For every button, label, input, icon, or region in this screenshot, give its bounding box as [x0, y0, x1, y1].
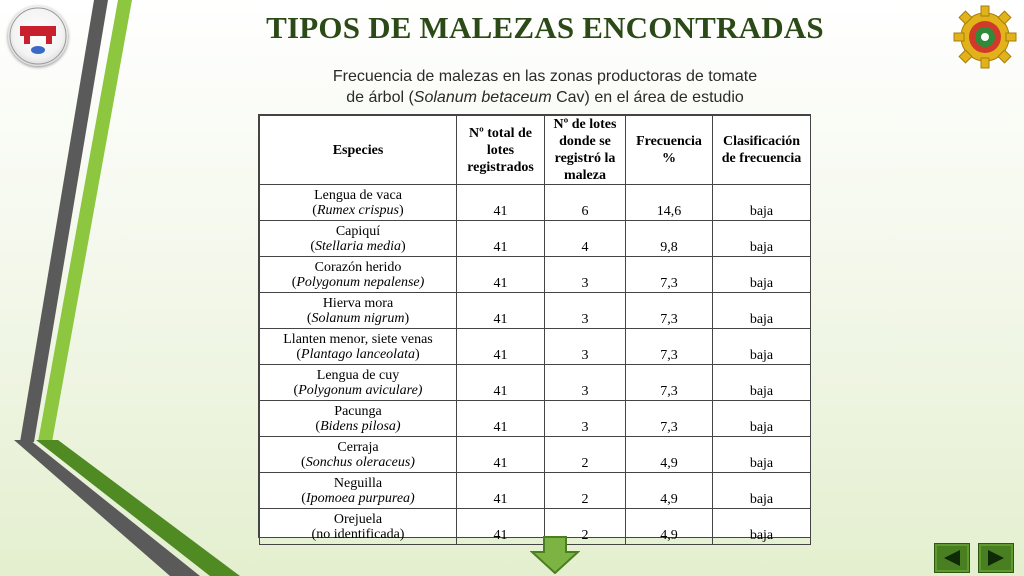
clasificacion-cell: baja: [713, 365, 811, 401]
scientific-name-line: (Stellaria media): [310, 238, 406, 254]
species-cell: [260, 257, 457, 293]
caption-scientific-name: Solanum betaceum: [413, 89, 552, 106]
scientific-name-line: (Bidens pilosa): [315, 418, 401, 434]
common-name: Lengua de vaca: [314, 187, 402, 203]
lotes-maleza-cell: 3: [545, 401, 626, 437]
clasificacion-cell: baja: [713, 509, 811, 545]
scientific-name: Rumex crispus: [316, 202, 400, 218]
university-seal-icon: [8, 6, 68, 66]
scientific-name-line: (Solanum nigrum): [306, 310, 410, 326]
scientific-name: Polygonum nepalense): [296, 274, 425, 290]
clasificacion-cell: baja: [713, 185, 811, 221]
common-name: Lengua de cuy: [316, 367, 400, 383]
scientific-name: Sonchus oleraceus): [305, 454, 415, 470]
stripe-green-diagonal: [36, 440, 240, 576]
table-row: [260, 365, 811, 401]
caption-line-1: Frecuencia de malezas en las zonas productoras de tomate: [332, 68, 758, 85]
caption-line-2: [200, 87, 890, 108]
table-header-row: [260, 116, 811, 185]
lotes-maleza-cell: 2: [545, 437, 626, 473]
species-cell: [260, 221, 457, 257]
table-row: [260, 473, 811, 509]
clasificacion-cell: baja: [713, 257, 811, 293]
lotes-maleza-cell: 6: [545, 185, 626, 221]
total-lotes-cell: 41: [457, 221, 545, 257]
total-lotes-cell: 41: [457, 365, 545, 401]
clasificacion-cell: baja: [713, 473, 811, 509]
gear-emblem-icon: [952, 4, 1018, 70]
total-lotes-cell: 41: [457, 329, 545, 365]
frecuencia-cell: 7,3: [626, 401, 713, 437]
frecuencia-cell: 7,3: [626, 365, 713, 401]
lotes-maleza-cell: 2: [545, 473, 626, 509]
table-row: [260, 401, 811, 437]
species-cell: [260, 293, 457, 329]
frecuencia-cell: 9,8: [626, 221, 713, 257]
frecuencia-cell: 4,9: [626, 437, 713, 473]
scientific-name-line: (Ipomoea purpurea): [301, 490, 415, 506]
frecuencia-cell: 4,9: [626, 473, 713, 509]
clasificacion-cell: baja: [713, 437, 811, 473]
header-lotes-maleza: Nº de lotes donde se registró la maleza: [545, 116, 626, 185]
clasificacion-cell: baja: [713, 293, 811, 329]
header-total-lotes: Nº total de lotes registrados: [457, 116, 545, 185]
scientific-name: Plantago lanceolata: [301, 346, 415, 362]
frecuencia-cell: 7,3: [626, 257, 713, 293]
scientific-name-line: (Polygonum aviculare): [293, 382, 423, 398]
header-frecuencia: Frecuencia %: [626, 116, 713, 185]
table-caption: [200, 66, 890, 108]
total-lotes-cell: 41: [457, 401, 545, 437]
table-row: [260, 437, 811, 473]
species-cell: [260, 437, 457, 473]
stripe-gray-diagonal: [14, 440, 200, 576]
table: [259, 115, 811, 545]
species-cell: [260, 365, 457, 401]
common-name: Neguilla: [333, 475, 383, 491]
lotes-maleza-cell: 4: [545, 221, 626, 257]
total-lotes-cell: 41: [457, 437, 545, 473]
arrow-down-icon[interactable]: [530, 536, 580, 574]
lotes-maleza-cell: 3: [545, 257, 626, 293]
species-cell: [260, 509, 457, 545]
lotes-maleza-cell: 3: [545, 293, 626, 329]
clasificacion-cell: baja: [713, 401, 811, 437]
scientific-name: Bidens pilosa): [320, 418, 401, 434]
total-lotes-cell: 41: [457, 293, 545, 329]
scientific-name-line: (Sonchus oleraceus): [301, 454, 415, 470]
lotes-maleza-cell: 3: [545, 329, 626, 365]
lotes-maleza-cell: 2: [545, 509, 626, 545]
scientific-name: Ipomoea purpurea): [305, 490, 415, 506]
species-cell: [260, 329, 457, 365]
total-lotes-cell: 41: [457, 509, 545, 545]
scientific-name: Solanum nigrum: [311, 310, 405, 326]
common-name: Orejuela: [333, 511, 383, 527]
scientific-name-line: (Polygonum nepalense): [291, 274, 425, 290]
scientific-name: Stellaria media: [315, 238, 401, 254]
scientific-name-line: (Plantago lanceolata): [296, 346, 420, 362]
scientific-name: Polygonum aviculare): [298, 382, 423, 398]
frecuencia-cell: 4,9: [626, 509, 713, 545]
scientific-name-line: (Rumex crispus): [312, 202, 404, 218]
frecuencia-cell: 7,3: [626, 293, 713, 329]
common-name: Pacunga: [334, 403, 382, 419]
clasificacion-cell: baja: [713, 221, 811, 257]
total-lotes-cell: 41: [457, 257, 545, 293]
clasificacion-cell: baja: [713, 329, 811, 365]
table-row: [260, 293, 811, 329]
triangle-left-icon: [941, 548, 963, 568]
caption-suffix: Cav) en el área de estudio: [551, 89, 744, 106]
frecuencia-cell: 14,6: [626, 185, 713, 221]
total-lotes-cell: 41: [457, 185, 545, 221]
page-title: TIPOS DE MALEZAS ENCONTRADAS: [266, 10, 824, 45]
weed-frequency-table: [258, 114, 811, 543]
lotes-maleza-cell: 3: [545, 365, 626, 401]
header-clasificacion: Clasificación de frecuencia: [713, 116, 811, 185]
common-name: Llanten menor, siete venas: [283, 331, 433, 347]
common-name: Hierva mora: [322, 295, 394, 311]
species-cell: [260, 185, 457, 221]
table-row: [260, 257, 811, 293]
common-name: Corazón herido: [314, 259, 402, 275]
scientific-name-line: (no identificada): [311, 526, 405, 542]
next-slide-button[interactable]: [978, 543, 1014, 573]
table-row: [260, 185, 811, 221]
common-name: Capiquí: [335, 223, 381, 239]
frecuencia-cell: 7,3: [626, 329, 713, 365]
common-name: Cerraja: [337, 439, 379, 455]
table-row: [260, 221, 811, 257]
total-lotes-cell: 41: [457, 473, 545, 509]
caption-prefix: de árbol (: [346, 89, 414, 106]
table-row: [260, 329, 811, 365]
previous-slide-button[interactable]: [934, 543, 970, 573]
species-cell: [260, 401, 457, 437]
triangle-right-icon: [985, 548, 1007, 568]
species-cell: [260, 473, 457, 509]
header-especies: Especies: [260, 116, 457, 185]
